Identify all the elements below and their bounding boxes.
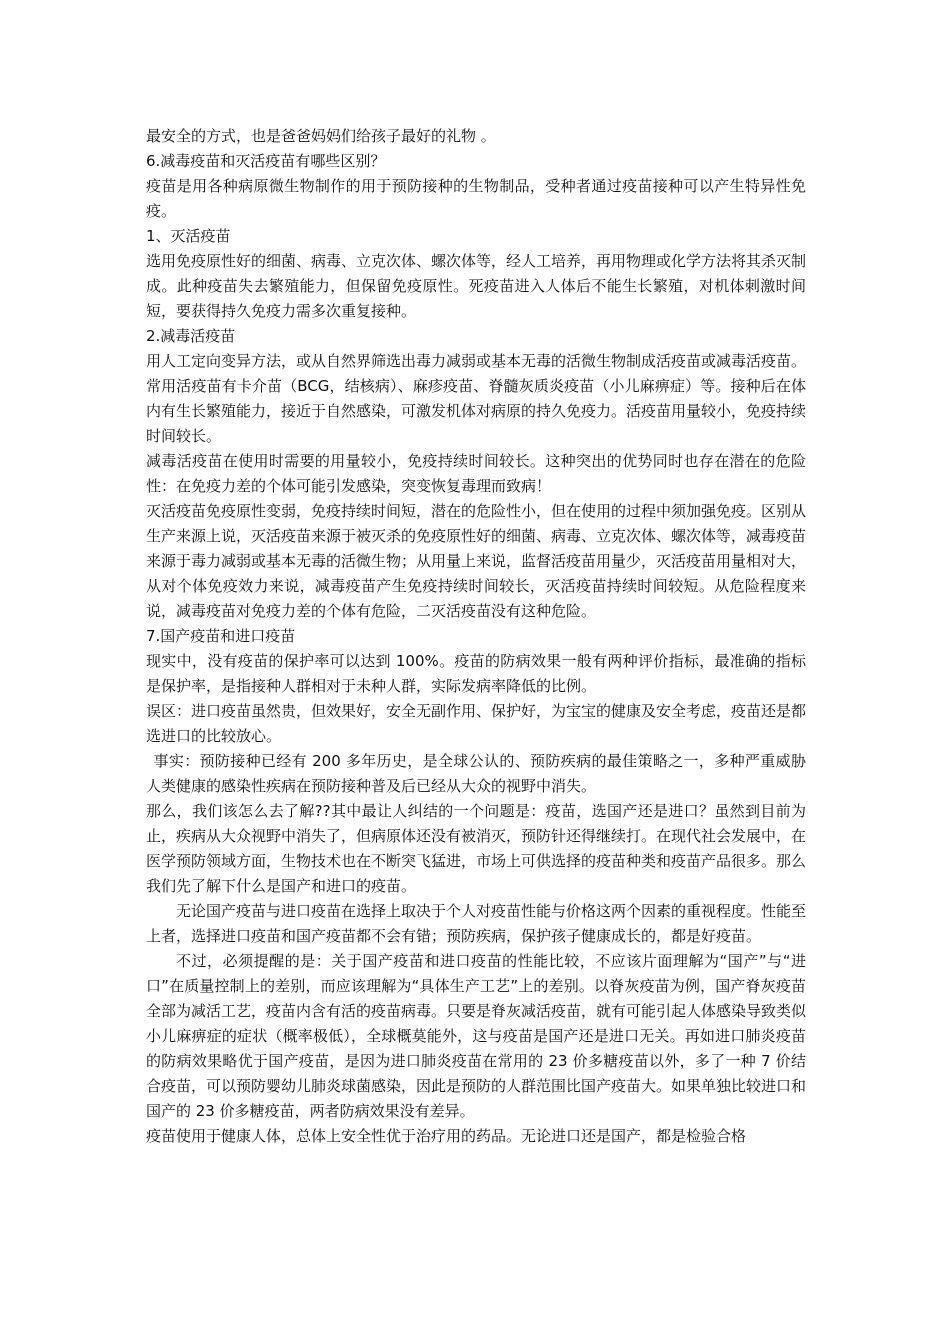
- paragraph-choice: 无论国产疫苗与进口疫苗在选择上取决于个人对疫苗性能与价格这两个因素的重视程度。性能至上者，选择进口疫苗和国产疫苗都不会有错；预防疾病，保护孩子健康成长的，都是好疫苗。: [146, 902, 807, 945]
- paragraph-inactivated: 选用免疫原性好的细菌、病毒、立克次体、螺次体等，经人工培养，再用物理或化学方法将其杀灭制成。此种疫苗失去繁殖能力，但保留免疫原性。死疫苗进入人体后不能生长繁殖，对机体刺激时间短，要获得持久免疫力需多次重复接种。: [146, 252, 807, 320]
- paragraph-safety: 疫苗使用于健康人体，总体上安全性优于治疗用的药品。无论进口还是国产，都是检验合格: [146, 1127, 747, 1145]
- paragraph-difference: 灭活疫苗免疫原性变弱，免疫持续时间短，潜在的危险性小，但在使用的过程中须加强免疫。区别从生产来源上说，灭活疫苗来源于被灭杀的免疫原性好的细菌、病毒、立克次体、螺次体等，减毒疫苗来源于毒力减弱或基本无毒的活微生物；从用量上来说，监督活疫苗用量少，灭活疫苗用量相对大，从对个体免疫效力来说，减毒疫苗产生免疫持续时间较长，灭活疫苗持续时间较短。从危险程度来说，减毒疫苗对免疫力差的个体有危险，二灭活疫苗没有这种危险。: [146, 502, 807, 620]
- paragraph-protection-rate: 现实中，没有疫苗的保护率可以达到 100%。疫苗的防病效果一般有两种评价指标，最准确的指标是保护率，是指接种人群相对于未种人群，实际发病率降低的比例。: [146, 652, 806, 695]
- paragraph-vaccine-definition: 疫苗是用各种病原微生物制作的用于预防接种的生物制品，受种者通过疫苗接种可以产生特异性免疫。: [146, 177, 806, 220]
- paragraph-live-risk: 减毒活疫苗在使用时需要的用量较小，免疫持续时间较长。这种突出的优势同时也存在潜在的危险性：在免疫力差的个体可能引发感染，突变恢复毒理而致病！: [146, 452, 806, 495]
- subheading-inactivated: 1、灭活疫苗: [146, 227, 231, 245]
- document-body: [146, 124, 806, 1149]
- section-heading-7: 7.国产疫苗和进口疫苗: [146, 627, 296, 645]
- paragraph-fact: 事实：预防接种已经有 200 多年历史，是全球公认的、预防疾病的最佳策略之一，多种严重威胁人类健康的感染性疾病在预防接种普及后已经从大众的视野中消失。: [146, 752, 806, 795]
- paragraph-misconception: 误区：进口疫苗虽然贵，但效果好，安全无副作用、保护好，为宝宝的健康及安全考虑，疫苗还是都选进口的比较放心。: [146, 702, 807, 745]
- paragraph-question: 那么，我们该怎么去了解??其中最让人纠结的一个问题是：疫苗，选国产还是进口？虽然到目前为止，疾病从大众视野中消失了，但病原体还没有被消灭，预防针还得继续打。在现代社会发展中，在医学预防领域方面，生物技术也在不断突飞猛进，市场上可供选择的疫苗种类和疫苗产品很多。那么我们先了解下什么是国产和进口的疫苗。: [146, 802, 807, 895]
- paragraph-reminder: 不过，必须提醒的是：关于国产疫苗和进口疫苗的性能比较，不应该片面理解为“国产”与“进口”在质量控制上的差别，而应该理解为“具体生产工艺”上的差别。以脊灰疫苗为例，国产脊灰疫苗全部为减活工艺，疫苗内含有活的疫苗病毒。只要是脊灰减活疫苗，就有可能引起人体感染导致类似小儿麻痹症的症状（概率极低），全球概莫能外，这与疫苗是国产还是进口无关。再如进口肺炎疫苗的防病效果略优于国产疫苗，是因为进口肺炎疫苗在常用的 23 价多糖疫苗以外，多了一种 7 价结合疫苗，可以预防婴幼儿肺炎球菌感染，因此是预防的人群范围比国产疫苗大。如果单独比较进口和国产的 23 价多糖疫苗，两者防病效果没有差异。: [146, 952, 807, 1120]
- paragraph-intro-tail: 最安全的方式，也是爸爸妈妈们给孩子最好的礼物 。: [146, 127, 496, 145]
- section-heading-6: 6.减毒疫苗和灭活疫苗有哪些区别？: [146, 152, 386, 170]
- paragraph-live-attenuated: 用人工定向变异方法，或从自然界筛选出毒力减弱或基本无毒的活微生物制成活疫苗或减毒活疫苗。常用活疫苗有卡介苗（BCG，结核病）、麻疹疫苗、脊髓灰质炎疫苗（小儿麻痹症）等。接种后在体内有生长繁殖能力，接近于自然感染，可激发机体对病原的持久免疫力。活疫苗用量较小，免疫持续时间较长。: [146, 352, 807, 445]
- subheading-live-attenuated: 2.减毒活疫苗: [146, 327, 236, 345]
